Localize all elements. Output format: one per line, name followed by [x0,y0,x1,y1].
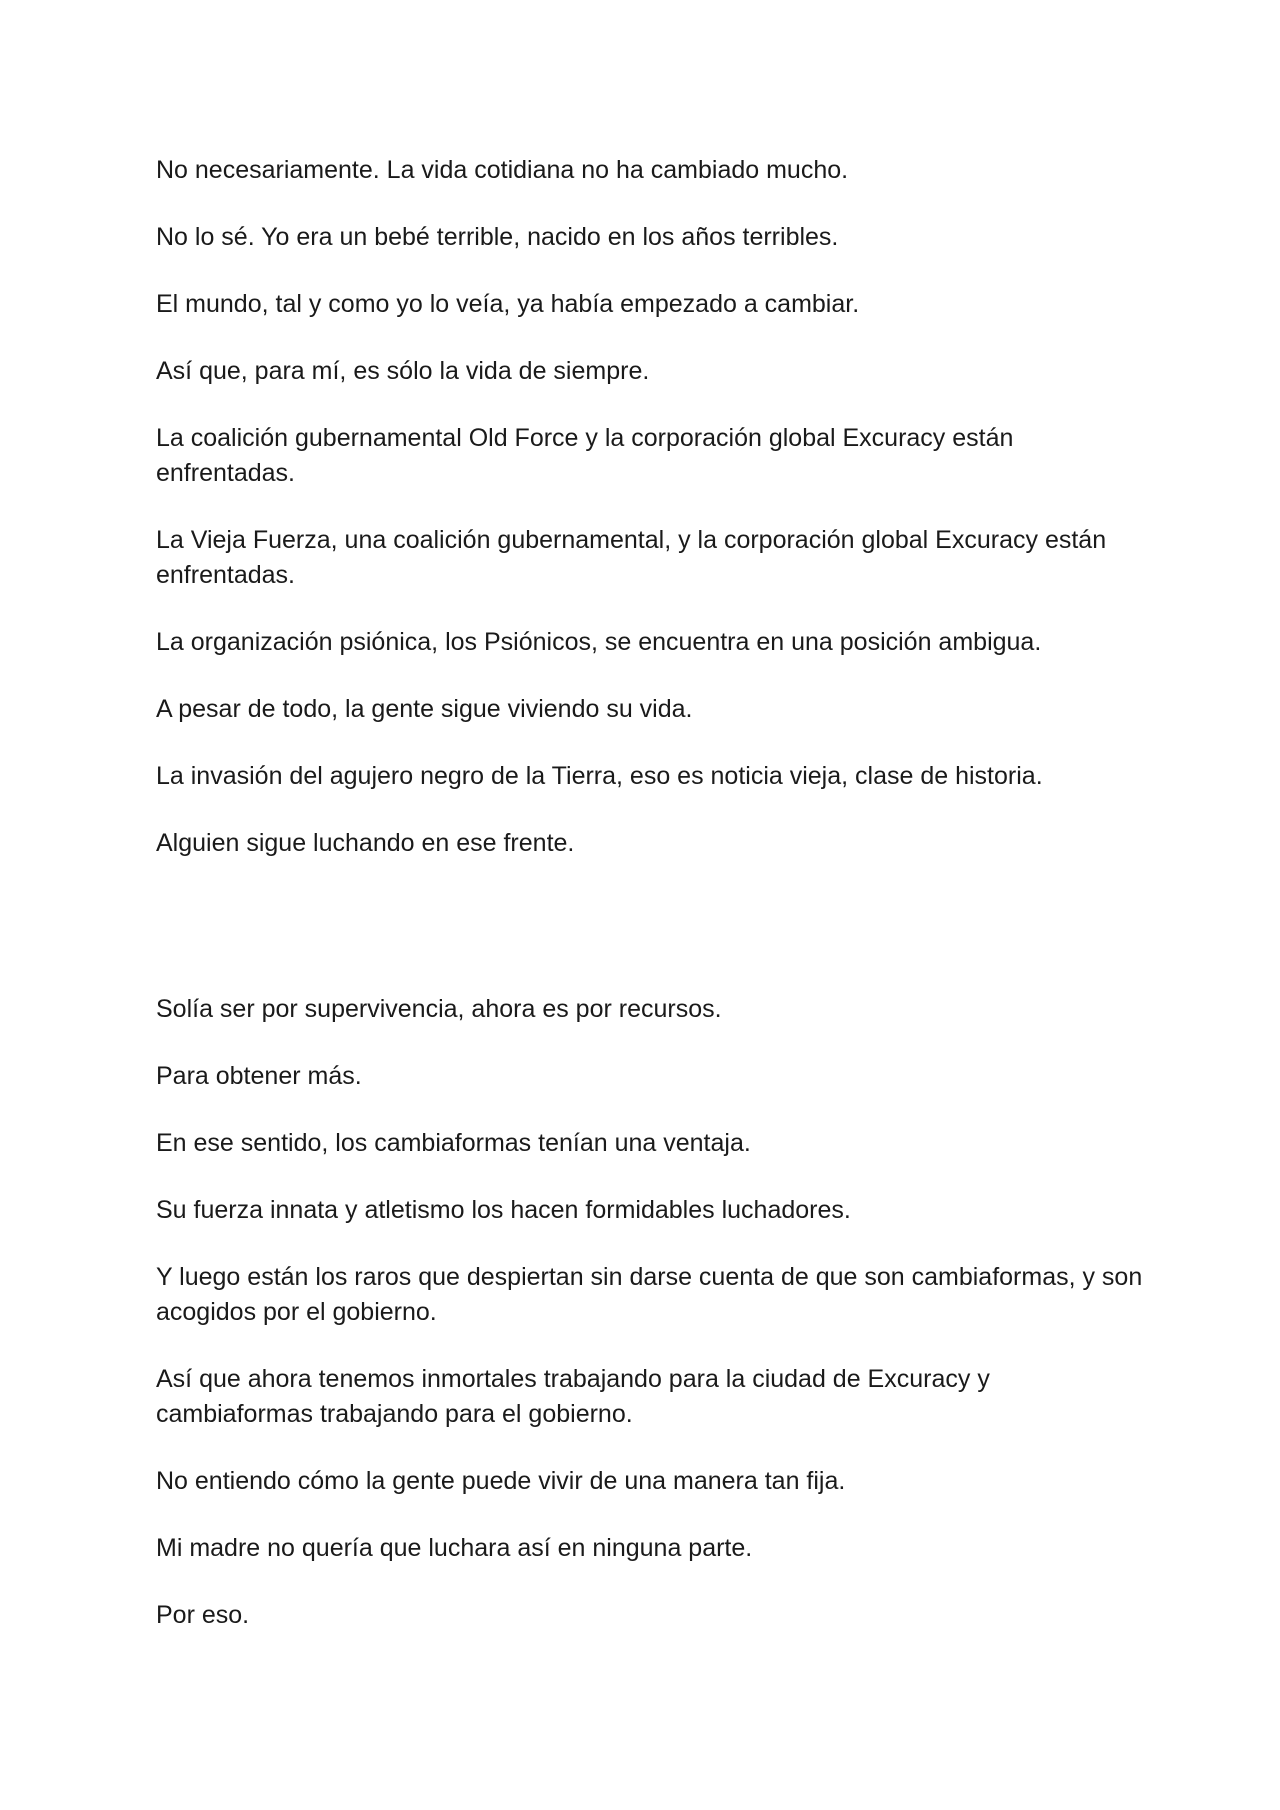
document-body [156,153,1146,1665]
paragraph: Para obtener más. [156,1062,362,1090]
paragraph: La coalición gubernamental Old Force y la corporación global Excuracy están enfrentadas. [156,424,1014,487]
paragraph: La invasión del agujero negro de la Tierra, eso es noticia vieja, clase de historia. [156,762,1043,790]
paragraph: La Vieja Fuerza, una coalición gubernamental, y la corporación global Excuracy están enfrentadas. [156,526,1107,589]
paragraph: No entiendo cómo la gente puede vivir de una manera tan fija. [156,1467,846,1495]
paragraph: En ese sentido, los cambiaformas tenían una ventaja. [156,1129,751,1157]
paragraph: No necesariamente. La vida cotidiana no ha cambiado mucho. [156,156,849,184]
paragraph: Su fuerza innata y atletismo los hacen formidables luchadores. [156,1196,851,1224]
paragraph: Y luego están los raros que despiertan sin darse cuenta de que son cambiaformas, y son acogidos por el gobierno. [156,1263,1143,1326]
paragraph: Por eso. [156,1601,250,1629]
paragraph: Solía ser por supervivencia, ahora es por recursos. [156,995,722,1023]
paragraph: Mi madre no quería que luchara así en ninguna parte. [156,1534,753,1562]
paragraph: No lo sé. Yo era un bebé terrible, nacido en los años terribles. [156,223,839,251]
section-break [156,893,1146,992]
paragraph: A pesar de todo, la gente sigue viviendo su vida. [156,695,693,723]
paragraph: Alguien sigue luchando en ese frente. [156,829,575,857]
paragraph: Así que ahora tenemos inmortales trabajando para la ciudad de Excuracy y cambiaformas trabajando para el gobierno. [156,1365,990,1428]
paragraph: La organización psiónica, los Psiónicos, se encuentra en una posición ambigua. [156,628,1042,656]
paragraph: Así que, para mí, es sólo la vida de siempre. [156,357,650,385]
paragraph: El mundo, tal y como yo lo veía, ya había empezado a cambiar. [156,290,860,318]
